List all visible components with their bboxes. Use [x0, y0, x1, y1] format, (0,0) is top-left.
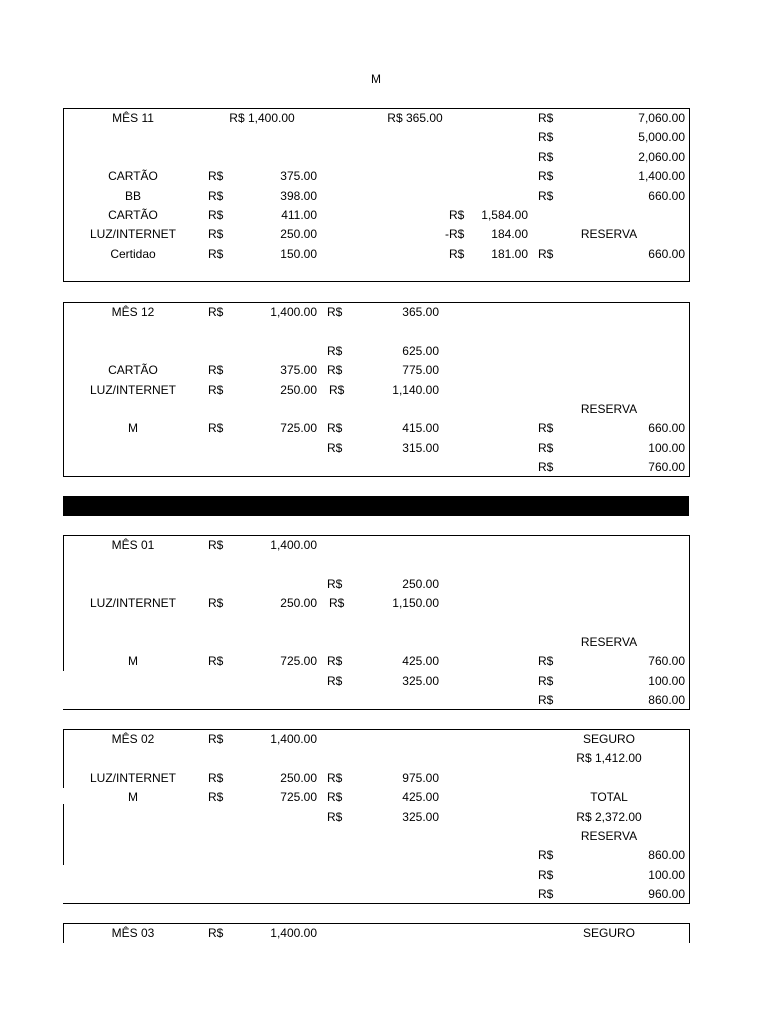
mes-11-cell: 660.00	[648, 247, 685, 261]
separator-bar	[63, 496, 689, 516]
mes-11-cell: 150.00	[280, 247, 317, 261]
mes-02-cell: 425.00	[402, 790, 439, 804]
mes-01-cell: LUZ/INTERNET	[89, 596, 177, 610]
mes-01-cell: R$	[538, 654, 554, 668]
mes-02-cell: 860.00	[648, 848, 685, 862]
mes-02-cell: R$	[327, 810, 343, 824]
mes-11-cell: 5,000.00	[638, 130, 685, 144]
block-mes-01-bottom	[63, 709, 690, 710]
mes-12-cell: R$	[208, 363, 224, 377]
mes-11-cell: 250.00	[280, 227, 317, 241]
mes-11-cell: 1,584.00	[481, 208, 528, 222]
mes-11-cell: R$	[538, 169, 554, 183]
mes-11-cell: 411.00	[281, 208, 317, 222]
mes-11-cell: 375.00	[280, 169, 317, 183]
mes-11-cell: R$	[538, 130, 554, 144]
mes-12-cell: 415.00	[402, 421, 439, 435]
block-mes-02-left-a	[63, 729, 64, 788]
mes-11-cell: 2,060.00	[638, 150, 685, 164]
mes-11-cell: R$	[208, 169, 224, 183]
mes-12-cell: R$	[327, 441, 343, 455]
mes-11-cell: R$	[538, 111, 554, 125]
mes-11-cell: 1,400.00	[638, 169, 685, 183]
mes-11-cell: R$	[449, 247, 465, 261]
mes-12-cell: 1,400.00	[270, 305, 317, 319]
mes-11-cell: CARTÃO	[108, 169, 158, 183]
mes-01-cell: R$	[208, 596, 224, 610]
mes-02-cell: R$	[538, 887, 554, 901]
block-mes-02-top	[63, 729, 690, 730]
mes-02-cell: TOTAL	[590, 790, 628, 804]
block-mes-01-top	[63, 535, 690, 536]
mes-11-cell: R$	[208, 189, 224, 203]
mes-11-cell: R$	[538, 150, 554, 164]
mes-12-cell: RESERVA	[580, 402, 638, 416]
mes-12-cell: R$	[327, 344, 343, 358]
mes-11-cell: 184.00	[491, 227, 528, 241]
mes-11-cell: BB	[124, 189, 142, 203]
mes-02-cell: R$	[538, 848, 554, 862]
mes-12-cell: 375.00	[280, 363, 317, 377]
mes-02-cell: LUZ/INTERNET	[89, 771, 177, 785]
block-mes-03-left	[63, 923, 64, 943]
mes-11-cell: RESERVA	[580, 227, 638, 241]
mes-01-cell: R$	[538, 693, 554, 707]
mes-12-cell: 725.00	[280, 421, 317, 435]
mes-02-cell: R$	[538, 868, 554, 882]
mes-01-cell: R$	[538, 674, 554, 688]
block-mes-02-left-b	[63, 804, 64, 865]
mes-12-cell: 365.00	[402, 305, 439, 319]
mes-11-cell: Certidao	[110, 247, 156, 261]
mes-11-cell: -R$	[445, 227, 465, 241]
mes-01-cell: R$	[327, 674, 343, 688]
mes-12-cell: 100.00	[648, 441, 685, 455]
mes-02-cell: 325.00	[402, 810, 439, 824]
mes-12-cell: R$	[329, 383, 345, 397]
mes-11-cell: R$	[208, 227, 224, 241]
mes-11-cell: 660.00	[648, 189, 685, 203]
mes-02-cell: RESERVA	[580, 829, 638, 843]
mes-01-cell: 425.00	[402, 654, 439, 668]
block-mes-03-right	[689, 923, 690, 943]
mes-11-cell: R$	[208, 208, 224, 222]
block-mes-01-right	[689, 535, 690, 710]
mes-03-cell: SEGURO	[582, 926, 636, 940]
mes-01-cell: R$	[329, 596, 345, 610]
mes-01-cell: M	[128, 654, 138, 668]
mes-02-cell: R$	[327, 771, 343, 785]
mes-02-cell: 960.00	[648, 887, 685, 901]
mes-12-cell: R$	[208, 383, 224, 397]
mes-11-cell: R$	[208, 247, 224, 261]
mes-12-cell: 1,140.00	[392, 383, 439, 397]
mes-12-cell: LUZ/INTERNET	[89, 383, 177, 397]
mes-01-cell: 760.00	[648, 654, 685, 668]
block-mes-03-top	[63, 923, 690, 924]
mes-12-cell: R$	[208, 305, 224, 319]
mes-03-cell: R$	[208, 926, 224, 940]
mes-02-cell: MÊS 02	[111, 732, 155, 746]
mes-11-cell: R$ 365.00	[387, 111, 443, 125]
mes-12-cell: MÊS 12	[111, 305, 155, 319]
block-mes-01-left	[63, 535, 64, 671]
mes-12-cell: 660.00	[648, 421, 685, 435]
mes-11-cell: R$ 1,400.00	[229, 111, 295, 125]
mes-12-cell: M	[128, 421, 138, 435]
mes-02-cell: 250.00	[280, 771, 317, 785]
mes-01-cell: R$	[327, 654, 343, 668]
block-mes-02-bottom	[63, 903, 690, 904]
mes-01-cell: 100.00	[648, 674, 685, 688]
mes-01-cell: RESERVA	[580, 635, 638, 649]
mes-02-cell: R$ 1,412.00	[576, 751, 642, 765]
mes-11-cell: 7,060.00	[638, 111, 685, 125]
mes-01-cell: R$	[327, 577, 343, 591]
mes-01-cell: 250.00	[402, 577, 439, 591]
mes-12-cell: R$	[327, 305, 343, 319]
mes-12-cell: CARTÃO	[108, 363, 158, 377]
mes-11-cell: 398.00	[280, 189, 317, 203]
mes-02-cell: R$	[327, 790, 343, 804]
mes-12-cell: R$	[538, 441, 554, 455]
mes-11-cell: LUZ/INTERNET	[89, 227, 177, 241]
mes-01-cell: R$	[208, 654, 224, 668]
mes-12-cell: R$	[538, 421, 554, 435]
mes-01-cell: 1,400.00	[270, 538, 317, 552]
mes-01-cell: 725.00	[280, 654, 317, 668]
mes-02-cell: SEGURO	[582, 732, 636, 746]
mes-12-cell: 250.00	[280, 383, 317, 397]
mes-02-cell: M	[128, 790, 138, 804]
mes-12-cell: R$	[538, 460, 554, 474]
mes-12-cell: R$	[327, 363, 343, 377]
mes-02-cell: R$ 2,372.00	[576, 810, 642, 824]
mes-12-cell: 315.00	[402, 441, 439, 455]
mes-12-cell: R$	[327, 421, 343, 435]
mes-02-cell: R$	[208, 790, 224, 804]
mes-01-cell: 250.00	[280, 596, 317, 610]
mes-02-cell: 975.00	[402, 771, 439, 785]
mes-02-cell: 100.00	[648, 868, 685, 882]
mes-11-cell: R$	[538, 189, 554, 203]
mes-03-cell: 1,400.00	[270, 926, 317, 940]
mes-11-cell: CARTÃO	[108, 208, 158, 222]
mes-01-cell: R$	[208, 538, 224, 552]
mes-11-cell: R$	[538, 247, 554, 261]
mes-02-cell: 725.00	[280, 790, 317, 804]
mes-11-cell: 181.00	[491, 247, 528, 261]
mes-03-cell: MÊS 03	[111, 926, 155, 940]
mes-01-cell: 1,150.00	[392, 596, 439, 610]
mes-12-cell: 760.00	[648, 460, 685, 474]
mes-11-cell: MÊS 11	[112, 111, 154, 125]
mes-02-cell: R$	[208, 771, 224, 785]
block-mes-11	[63, 108, 690, 282]
mes-12-cell: 625.00	[402, 344, 439, 358]
mes-01-cell: MÊS 01	[111, 538, 155, 552]
mes-12-cell: R$	[208, 421, 224, 435]
mes-02-cell: R$	[208, 732, 224, 746]
mes-02-cell: 1,400.00	[270, 732, 317, 746]
mes-12-cell: 775.00	[402, 363, 439, 377]
page-title: M	[371, 72, 381, 86]
mes-01-cell: 325.00	[402, 674, 439, 688]
mes-11-cell: R$	[449, 208, 465, 222]
mes-01-cell: 860.00	[648, 693, 685, 707]
block-mes-02-right	[689, 729, 690, 904]
